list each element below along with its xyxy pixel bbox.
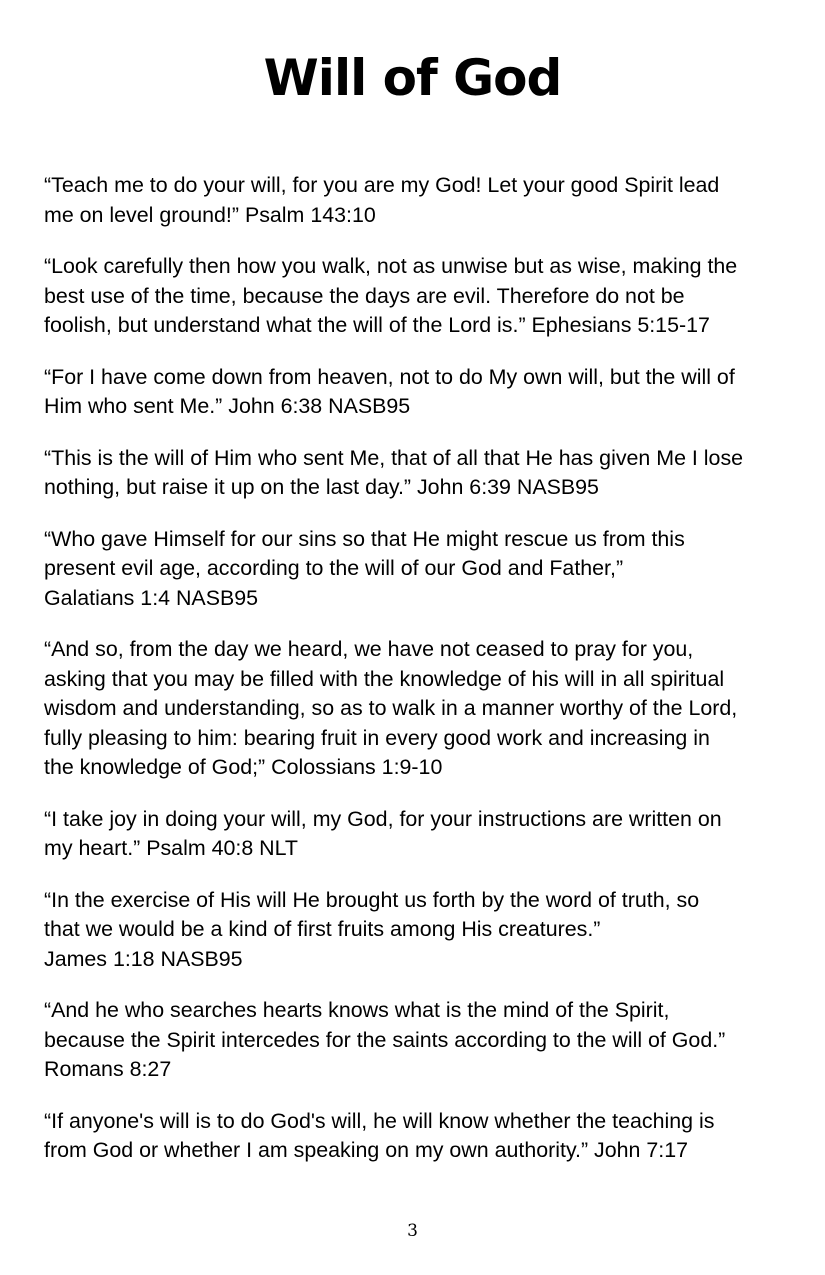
verse-line: my heart.” Psalm 40:8 NLT — [44, 836, 298, 860]
verse-line: “And so, from the day we heard, we have not ceased to pray for you, — [44, 637, 694, 661]
verse-line: foolish, but understand what the will of the Lord is.” Ephesians 5:15-17 — [44, 313, 710, 337]
page-number: 3 — [407, 1221, 418, 1241]
verse-line: “For I have come down from heaven, not to do My own will, but the will of — [44, 364, 735, 389]
verse-line: me on level ground!” Psalm 143:10 — [44, 202, 376, 227]
verse-line: nothing, but raise it up on the last day.” John 6:39 NASB95 — [44, 475, 599, 499]
verse-line: Galatians 1:4 NASB95 — [44, 585, 259, 610]
verse-line: “Look carefully then how you walk, not as unwise but as wise, making the — [44, 254, 738, 278]
verse-line: “Who gave Himself for our sins so that He might rescue us from this — [44, 526, 685, 551]
page-title: Will of God — [263, 49, 562, 107]
verse-line: present evil age, according to the will of our God and Father,” — [44, 556, 624, 580]
verse-line: from God or whether I am speaking on my own authority.” John 7:17 — [44, 1138, 689, 1162]
verse-line: “And he who searches hearts knows what is the mind of the Spirit, — [44, 998, 670, 1022]
verse-line: fully pleasing to him: bearing fruit in every good work and increasing in — [44, 725, 710, 750]
verse-paragraph — [44, 444, 789, 503]
verse-paragraph — [44, 171, 789, 230]
verse-line: the knowledge of God;” Colossians 1:9-10 — [44, 755, 443, 779]
verse-paragraph — [44, 525, 789, 614]
verse-line: James 1:18 NASB95 — [44, 946, 243, 971]
verse-line: asking that you may be filled with the knowledge of his will in all spiritual — [44, 666, 725, 691]
verse-line: “This is the will of Him who sent Me, that of all that He has given Me I lose — [44, 445, 744, 470]
verse-list — [44, 171, 789, 1188]
verse-paragraph — [44, 252, 789, 341]
verse-line: wisdom and understanding, so as to walk in a manner worthy of the Lord, — [44, 696, 738, 720]
verse-line: “In the exercise of His will He brought us forth by the word of truth, so — [44, 887, 700, 912]
verse-paragraph — [44, 886, 789, 975]
verse-paragraph — [44, 996, 789, 1085]
verse-line: best use of the time, because the days are evil. Therefore do not be — [44, 283, 685, 308]
verse-line: Him who sent Me.” John 6:38 NASB95 — [44, 394, 411, 418]
verse-line: that we would be a kind of first fruits among His creatures.” — [44, 917, 601, 941]
verse-paragraph — [44, 1107, 789, 1166]
verse-line: “I take joy in doing your will, my God, for your instructions are written on — [44, 806, 722, 831]
verse-paragraph — [44, 805, 789, 864]
verse-paragraph — [44, 635, 789, 783]
verse-paragraph — [44, 363, 789, 422]
verse-line: because the Spirit intercedes for the saints according to the will of God.” — [44, 1027, 726, 1052]
verse-line: Romans 8:27 — [44, 1057, 172, 1081]
verse-line: “If anyone's will is to do God's will, he will know whether the teaching is — [44, 1108, 715, 1133]
verse-line: “Teach me to do your will, for you are my God! Let your good Spirit lead — [44, 173, 720, 197]
